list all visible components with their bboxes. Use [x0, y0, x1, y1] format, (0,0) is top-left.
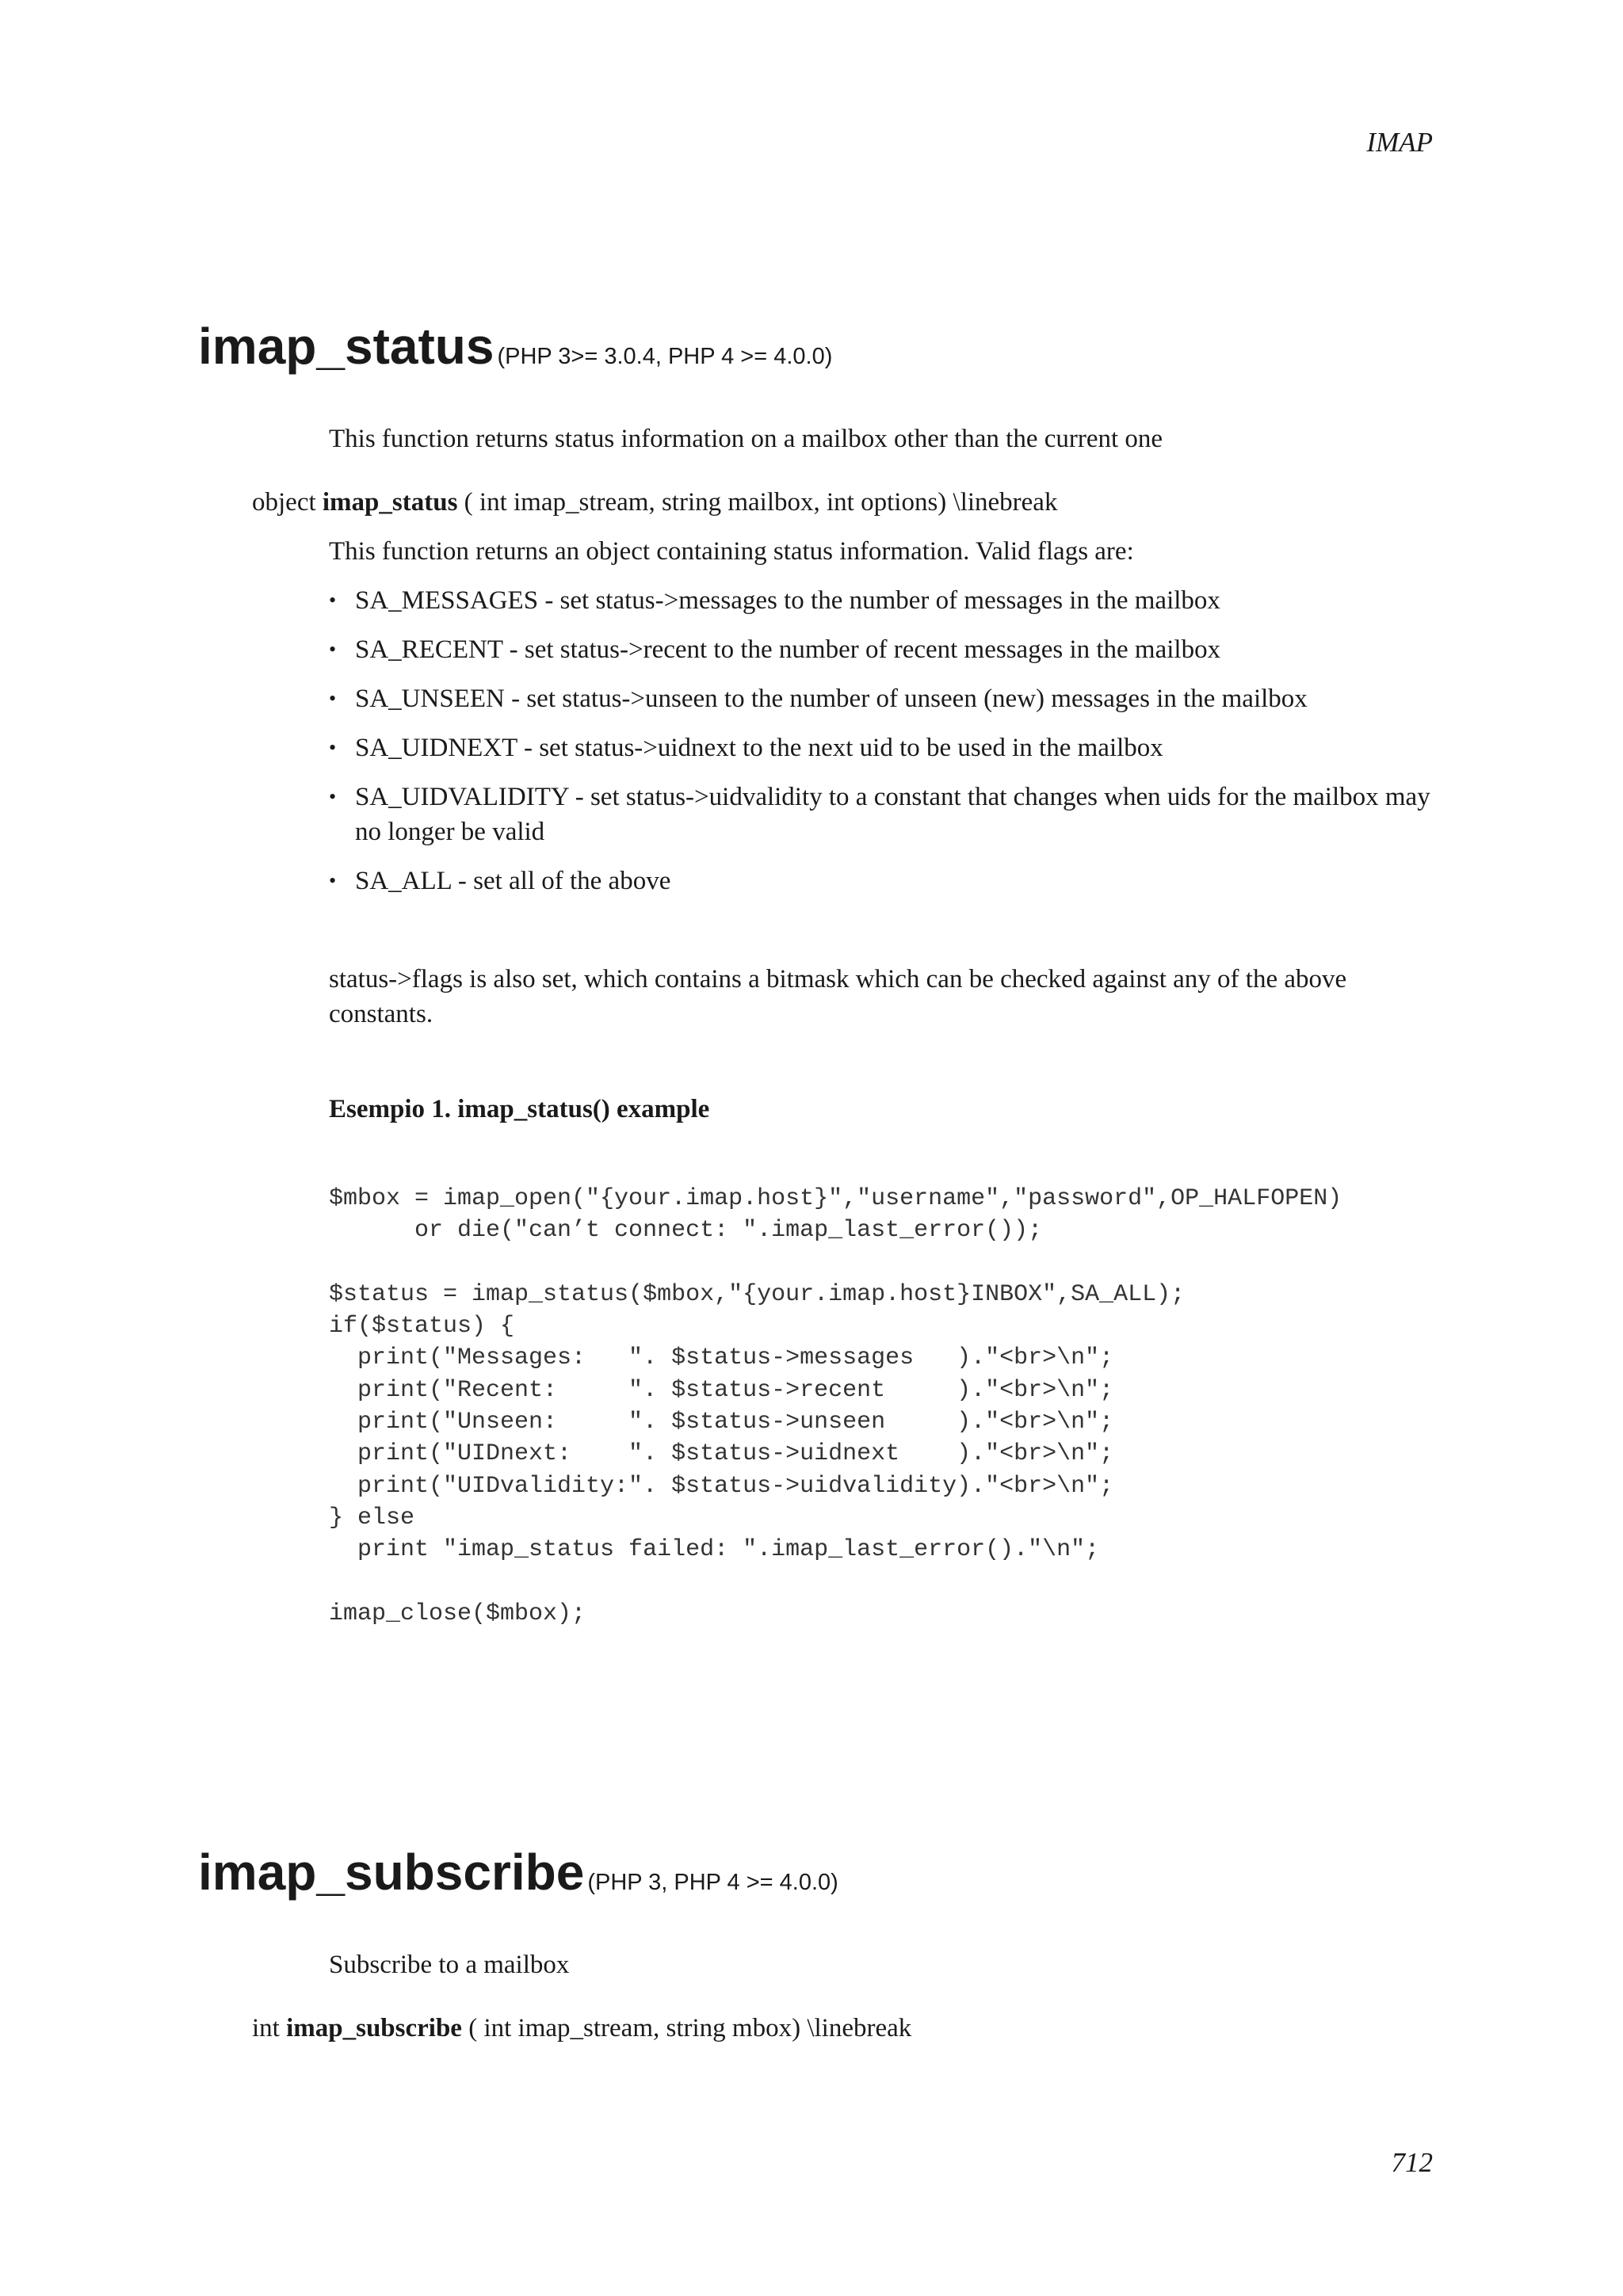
bullet-icon: • [329, 687, 337, 710]
running-head: IMAP [1366, 127, 1433, 158]
function-title-imap-subscribe [198, 1843, 838, 1901]
function-synopsis [252, 2011, 911, 2046]
code-example: $mbox = imap_open("{your.imap.host}","username","password",OP_HALFOPEN) or die("can’t connect: ".imap_last_error()); $status = imap_status($mbox,"{your.imap.host}INBOX",SA_ALL); if($status) { print("Messages: ". $status->messages )."<br>\n"; print("Recent: ". $status->recent )."<br>\n"; print("Unseen: ". $status->unseen )."<br>\n"; print("UIDnext: ". $status->uidnext )."<br>\n"; print("UIDvalidity:". $status->uidvalidity)."<br>\n"; } else print "imap_status failed: ".imap_last_error()."\n"; imap_close($mbox); [329, 1185, 1342, 1627]
synopsis-params: ( int imap_stream, string mbox) \linebreak [468, 2014, 912, 2042]
page-number: 712 [1391, 2147, 1433, 2178]
bullet-icon: • [329, 589, 337, 612]
list-item: • SA_RECENT - set status->recent to the number of recent messages in the mailbox [329, 632, 1438, 667]
synopsis-function: imap_status [322, 488, 458, 517]
list-item: • SA_ALL - set all of the above [329, 864, 1438, 898]
list-item: • SA_MESSAGES - set status->messages to the number of messages in the mailbox [329, 583, 1438, 618]
bullet-icon: • [329, 869, 337, 892]
function-purpose: This function returns status information on a mailbox other than the current one [329, 425, 1163, 453]
synopsis-return-type: object [252, 488, 316, 517]
bullet-icon: • [329, 638, 337, 661]
function-description: This function returns an object containing status information. Valid flags are: [329, 537, 1134, 566]
flags-list [329, 583, 1438, 913]
flags-note: status->flags is also set, which contains a bitmask which can be checked against any of the above constants. [329, 965, 1347, 1028]
function-name: imap_subscribe [198, 1844, 585, 1901]
bullet-icon: • [329, 785, 337, 808]
list-item: • SA_UIDNEXT - set status->uidnext to the next uid to be used in the mailbox [329, 730, 1438, 765]
example-title: Esempio 1. imap_status() example [329, 1095, 710, 1123]
bullet-icon: • [329, 736, 337, 759]
function-synopsis [252, 485, 1057, 520]
function-name: imap_status [198, 318, 495, 375]
function-version: (PHP 3, PHP 4 >= 4.0.0) [587, 1870, 838, 1895]
list-item: • SA_UNSEEN - set status->unseen to the number of unseen (new) messages in the mailbox [329, 681, 1438, 716]
synopsis-params: ( int imap_stream, string mailbox, int options) \linebreak [464, 488, 1058, 517]
function-purpose: Subscribe to a mailbox [329, 1951, 570, 1979]
synopsis-return-type: int [252, 2014, 280, 2042]
function-version: (PHP 3>= 3.0.4, PHP 4 >= 4.0.0) [497, 344, 833, 369]
synopsis-function: imap_subscribe [286, 2014, 462, 2042]
list-item: • SA_UIDVALIDITY - set status->uidvalidity to a constant that changes when uids for the mailbox may no longer be valid [329, 780, 1438, 849]
function-title-imap-status [198, 317, 832, 376]
